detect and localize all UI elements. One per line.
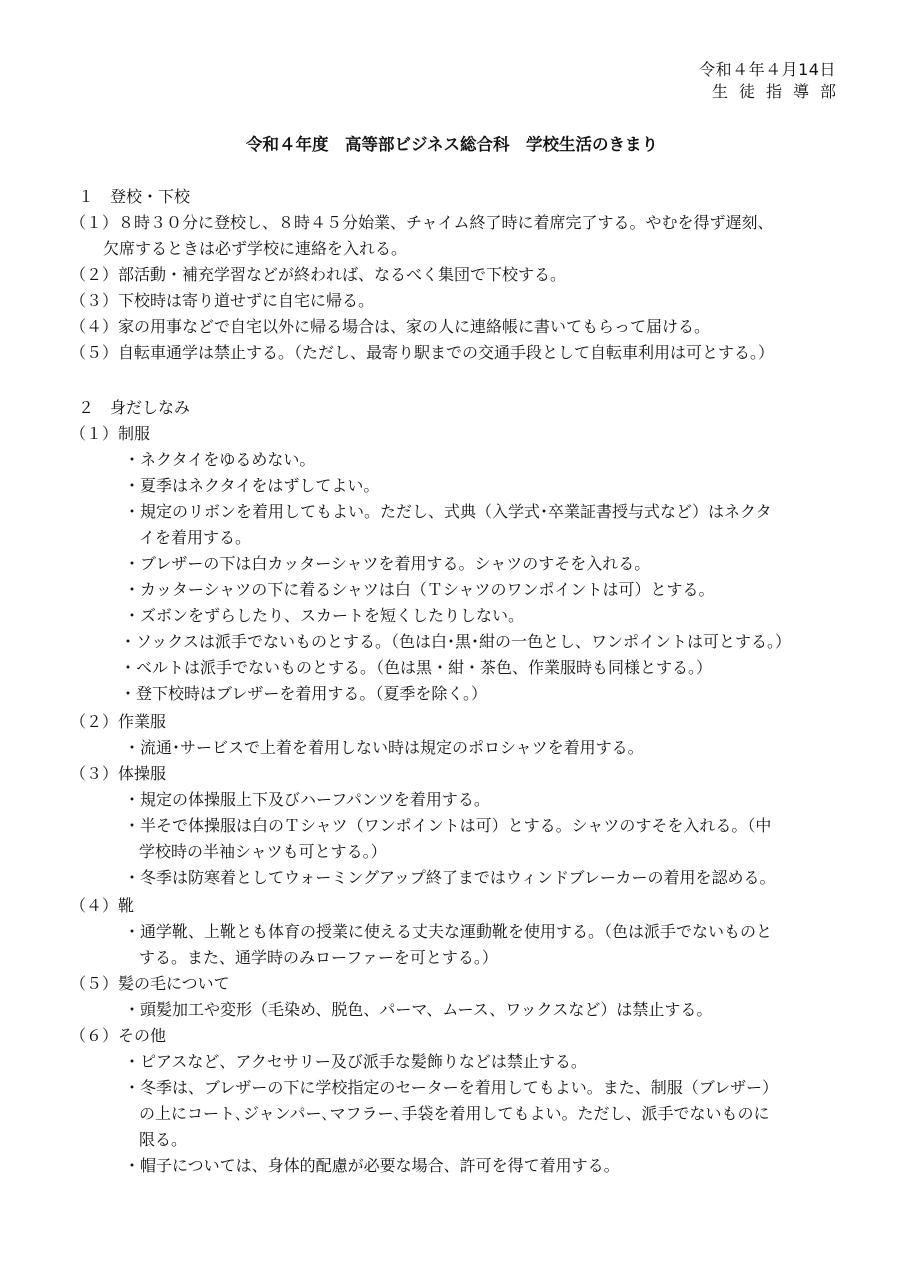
bullet-item: ・夏季はネクタイをはずしてよい。 [124,476,380,495]
bullet-item: ・ピアスなど、アクセサリー及び派手な髪飾りなどは禁止する。 [124,1052,587,1071]
bullet-item: ・登下校時はブレザーを着用する。（夏季を除く。） [120,684,488,703]
bullet-item: ・頭髪加工や変形（毛染め、脱色、パーマ、ムース、ワックスなど）は禁止する。 [124,1000,713,1019]
bullet-item: ・ソックスは派手でないものとする。（色は白･黒･紺の一色とし、ワンポイントは可とする。） [120,632,792,651]
bullet-item: ・ズボンをずらしたり、スカートを短くしたりしない。 [124,606,525,625]
section-heading: １ 登校・下校 [78,187,191,206]
bullet-item: ・カッターシャツの下に着るシャツは白（Ｔシャツのワンポイントは可）とする。 [124,580,715,599]
issuing-department: 生徒指導部 [711,82,847,101]
bullet-item-continuation: 学校時の半袖シャツも可とする。） [139,842,387,861]
bullet-item: ・冬季は防寒着としてウォーミングアップ終了まではウィンドブレーカーの着用を認める。 [124,868,776,887]
document-title: 令和４年度 高等部ビジネス総合科 学校生活のきまり [245,135,658,154]
rule-item: （１）８時３０分に登校し、８時４５分始業、チャイム終了時に着席完了する。やむを得ず遅刻、 [70,213,774,232]
document-date: 令和４年４月14日 [699,60,836,79]
bullet-item-continuation: する。また、通学時のみローファーを可とする。） [139,948,498,967]
subsection-heading: （１）制服 [70,424,151,443]
rule-item: （３）下校時は寄り道せずに自宅に帰る。 [70,291,375,310]
bullet-item-continuation: 限る。 [139,1130,188,1149]
subsection-heading: （５）髪の毛について [70,974,230,993]
bullet-item: ・ネクタイをゆるめない。 [124,450,316,469]
bullet-item: ・流通･サービスで上着を着用しない時は規定のポロシャツを着用する。 [124,738,644,757]
bullet-item-continuation: の上にコート､ジャンパー､マフラー､手袋を着用してもよい。ただし、派手でないものに [139,1104,770,1123]
bullet-item: ・ベルトは派手でないものとする。（色は黒・紺・茶色、作業服時も同様とする。） [120,658,713,677]
subsection-heading: （４）靴 [70,896,135,915]
section-heading: ２ 身だしなみ [78,398,191,417]
bullet-item: ・ブレザーの下は白カッターシャツを着用する。シャツのすそを入れる。 [124,554,651,573]
bullet-item-continuation: イを着用する。 [139,528,252,547]
rule-item-continuation: 欠席するときは必ず学校に連絡を入れる。 [103,239,408,258]
subsection-heading: （２）作業服 [70,712,167,731]
bullet-item: ・規定の体操服上下及びハーフパンツを着用する。 [124,790,490,809]
bullet-item: ・帽子については、身体的配慮が必要な場合、許可を得て着用する。 [124,1156,620,1175]
subsection-heading: （６）その他 [70,1026,167,1045]
rule-item: （５）自転車通学は禁止する。（ただし、最寄り駅までの交通手段として自転車利用は可とする。） [70,343,775,362]
rule-item: （４）家の用事などで自宅以外に帰る場合は、家の人に連絡帳に書いてもらって届ける。 [70,317,711,336]
bullet-item: ・冬季は、ブレザーの下に学校指定のセーターを着用してもよい。また、制服（ブレザー） [124,1078,779,1097]
bullet-item: ・通学靴、上靴とも体育の授業に使える丈夫な運動靴を使用する。（色は派手でないものと [124,922,773,941]
rule-item: （２）部活動・補充学習などが終われば、なるべく集団で下校する。 [70,265,567,284]
bullet-item: ・半そで体操服は白のＴシャツ（ワンポイントは可）とする。シャツのすそを入れる。（中 [124,816,772,835]
bullet-item: ・規定のリボンを着用してもよい。ただし、式典（入学式･卒業証書授与式など）はネクタ [124,502,772,521]
subsection-heading: （３）体操服 [70,764,167,783]
